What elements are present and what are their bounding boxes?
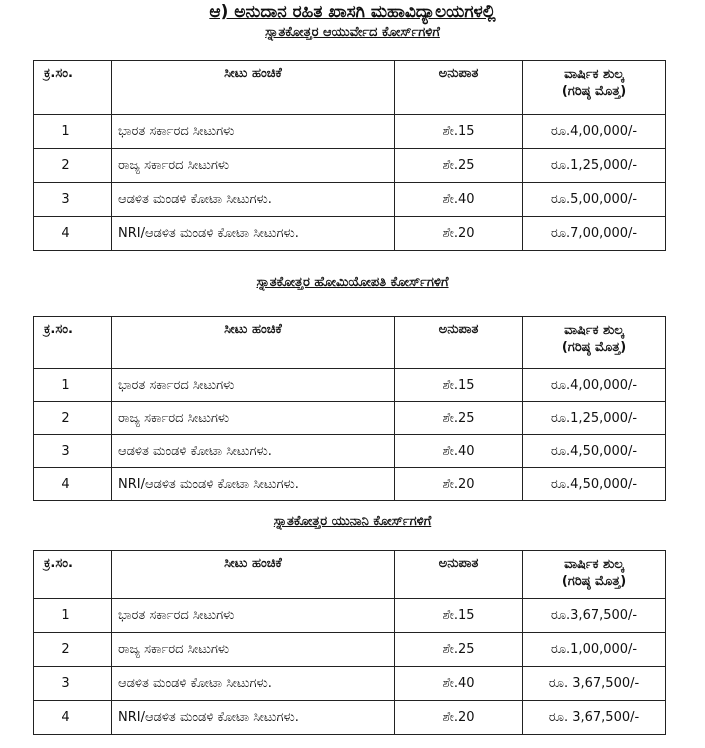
cell-category: ಭಾರತ ಸರ್ಕಾರದ ಸೀಟುಗಳು — [112, 599, 395, 633]
cell-fee: ರೂ.1,25,000/- — [523, 402, 666, 435]
cell-fee: ರೂ.4,50,000/- — [523, 435, 666, 468]
cell-ratio: ಶೇ.40 — [395, 183, 523, 217]
header-category: ಸೀಟು ಹಂಚಿಕೆ — [112, 317, 395, 369]
header-ratio: ಅನುಪಾತ — [395, 61, 523, 115]
section-title-unani: ಸ್ನಾತಕೋತ್ತರ ಯುನಾನಿ ಕೋರ್ಸ್‌ಗಳಿಗೆ — [273, 514, 432, 529]
table-row — [34, 115, 666, 149]
cell-sl: 4 — [34, 701, 112, 735]
cell-fee: ರೂ.4,00,000/- — [523, 369, 666, 402]
header-fee: ವಾರ್ಷಿಕ ಶುಲ್ಕ (ಗರಿಷ್ಠ ಮೊತ್ತ) — [523, 551, 666, 599]
cell-fee: ರೂ. 3,67,500/- — [523, 701, 666, 735]
cell-fee: ರೂ.4,00,000/- — [523, 115, 666, 149]
cell-sl: 4 — [34, 468, 112, 501]
table-row — [34, 183, 666, 217]
cell-ratio: ಶೇ.40 — [395, 667, 523, 701]
cell-category: ರಾಜ್ಯ ಸರ್ಕಾರದ ಸೀಟುಗಳು — [112, 149, 395, 183]
table-row — [34, 701, 666, 735]
fee-table-homoeopathy — [33, 316, 666, 501]
cell-ratio: ಶೇ.20 — [395, 217, 523, 251]
cell-fee: ರೂ.5,00,000/- — [523, 183, 666, 217]
header-ratio: ಅನುಪಾತ — [395, 317, 523, 369]
table-header-row — [34, 61, 666, 115]
header-ratio: ಅನುಪಾತ — [395, 551, 523, 599]
fee-table-ayurveda — [33, 60, 666, 251]
cell-ratio: ಶೇ.20 — [395, 701, 523, 735]
cell-category: NRI/ಆಡಳಿತ ಮಂಡಳಿ ಕೋಟಾ ಸೀಟುಗಳು. — [112, 701, 395, 735]
fee-table-unani — [33, 550, 666, 735]
cell-fee: ರೂ.1,25,000/- — [523, 149, 666, 183]
cell-category: ಆಡಳಿತ ಮಂಡಳಿ ಕೋಟಾ ಸೀಟುಗಳು. — [112, 435, 395, 468]
header-category: ಸೀಟು ಹಂಚಿಕೆ — [112, 61, 395, 115]
table-header-row — [34, 317, 666, 369]
cell-sl: 2 — [34, 633, 112, 667]
cell-category: ಆಡಳಿತ ಮಂಡಳಿ ಕೋಟಾ ಸೀಟುಗಳು. — [112, 667, 395, 701]
table-row — [34, 667, 666, 701]
cell-fee: ರೂ.1,00,000/- — [523, 633, 666, 667]
cell-fee: ರೂ. 3,67,500/- — [523, 667, 666, 701]
header-fee: ವಾರ್ಷಿಕ ಶುಲ್ಕ (ಗರಿಷ್ಠ ಮೊತ್ತ) — [523, 61, 666, 115]
cell-ratio: ಶೇ.25 — [395, 633, 523, 667]
cell-fee: ರೂ.4,50,000/- — [523, 468, 666, 501]
section-title-homoeopathy: ಸ್ನಾತಕೋತ್ತರ ಹೋಮಿಯೋಪತಿ ಕೋರ್ಸ್‌ಗಳಿಗೆ — [256, 275, 449, 290]
cell-sl: 1 — [34, 369, 112, 402]
header-category: ಸೀಟು ಹಂಚಿಕೆ — [112, 551, 395, 599]
cell-category: ಭಾರತ ಸರ್ಕಾರದ ಸೀಟುಗಳು — [112, 369, 395, 402]
cell-ratio: ಶೇ.25 — [395, 402, 523, 435]
cell-sl: 3 — [34, 667, 112, 701]
cell-fee: ರೂ.3,67,500/- — [523, 599, 666, 633]
header-sl-no: ಕ್ರ.ಸಂ. — [34, 317, 112, 369]
cell-ratio: ಶೇ.15 — [395, 599, 523, 633]
cell-category: NRI/ಆಡಳಿತ ಮಂಡಳಿ ಕೋಟಾ ಸೀಟುಗಳು. — [112, 468, 395, 501]
cell-sl: 1 — [34, 115, 112, 149]
cell-ratio: ಶೇ.15 — [395, 369, 523, 402]
cell-sl: 2 — [34, 402, 112, 435]
cell-sl: 2 — [34, 149, 112, 183]
cell-category: ರಾಜ್ಯ ಸರ್ಕಾರದ ಸೀಟುಗಳು — [112, 402, 395, 435]
section-title-ayurveda: ಸ್ನಾತಕೋತ್ತರ ಆಯುರ್ವೇದ ಕೋರ್ಸ್‌ಗಳಿಗೆ — [265, 25, 440, 40]
table-row — [34, 468, 666, 501]
cell-fee: ರೂ.7,00,000/- — [523, 217, 666, 251]
table-row — [34, 633, 666, 667]
header-sl-no: ಕ್ರ.ಸಂ. — [34, 551, 112, 599]
cell-sl: 4 — [34, 217, 112, 251]
cell-ratio: ಶೇ.15 — [395, 115, 523, 149]
cell-category: ರಾಜ್ಯ ಸರ್ಕಾರದ ಸೀಟುಗಳು — [112, 633, 395, 667]
table-row — [34, 369, 666, 402]
cell-ratio: ಶೇ.40 — [395, 435, 523, 468]
table-row — [34, 435, 666, 468]
cell-sl: 3 — [34, 435, 112, 468]
table-header-row — [34, 551, 666, 599]
cell-sl: 1 — [34, 599, 112, 633]
cell-category: ಆಡಳಿತ ಮಂಡಳಿ ಕೋಟಾ ಸೀಟುಗಳು. — [112, 183, 395, 217]
cell-sl: 3 — [34, 183, 112, 217]
header-sl-no: ಕ್ರ.ಸಂ. — [34, 61, 112, 115]
header-fee: ವಾರ್ಷಿಕ ಶುಲ್ಕ (ಗರಿಷ್ಠ ಮೊತ್ತ) — [523, 317, 666, 369]
cell-ratio: ಶೇ.20 — [395, 468, 523, 501]
cell-category: NRI/ಆಡಳಿತ ಮಂಡಳಿ ಕೋಟಾ ಸೀಟುಗಳು. — [112, 217, 395, 251]
table-row — [34, 402, 666, 435]
main-heading: ಆ) ಅನುದಾನ ರಹಿತ ಖಾಸಗಿ ಮಹಾವಿದ್ಯಾಲಯಗಳಲ್ಲಿ — [209, 2, 496, 22]
table-row — [34, 599, 666, 633]
table-row — [34, 149, 666, 183]
cell-category: ಭಾರತ ಸರ್ಕಾರದ ಸೀಟುಗಳು — [112, 115, 395, 149]
table-row — [34, 217, 666, 251]
cell-ratio: ಶೇ.25 — [395, 149, 523, 183]
